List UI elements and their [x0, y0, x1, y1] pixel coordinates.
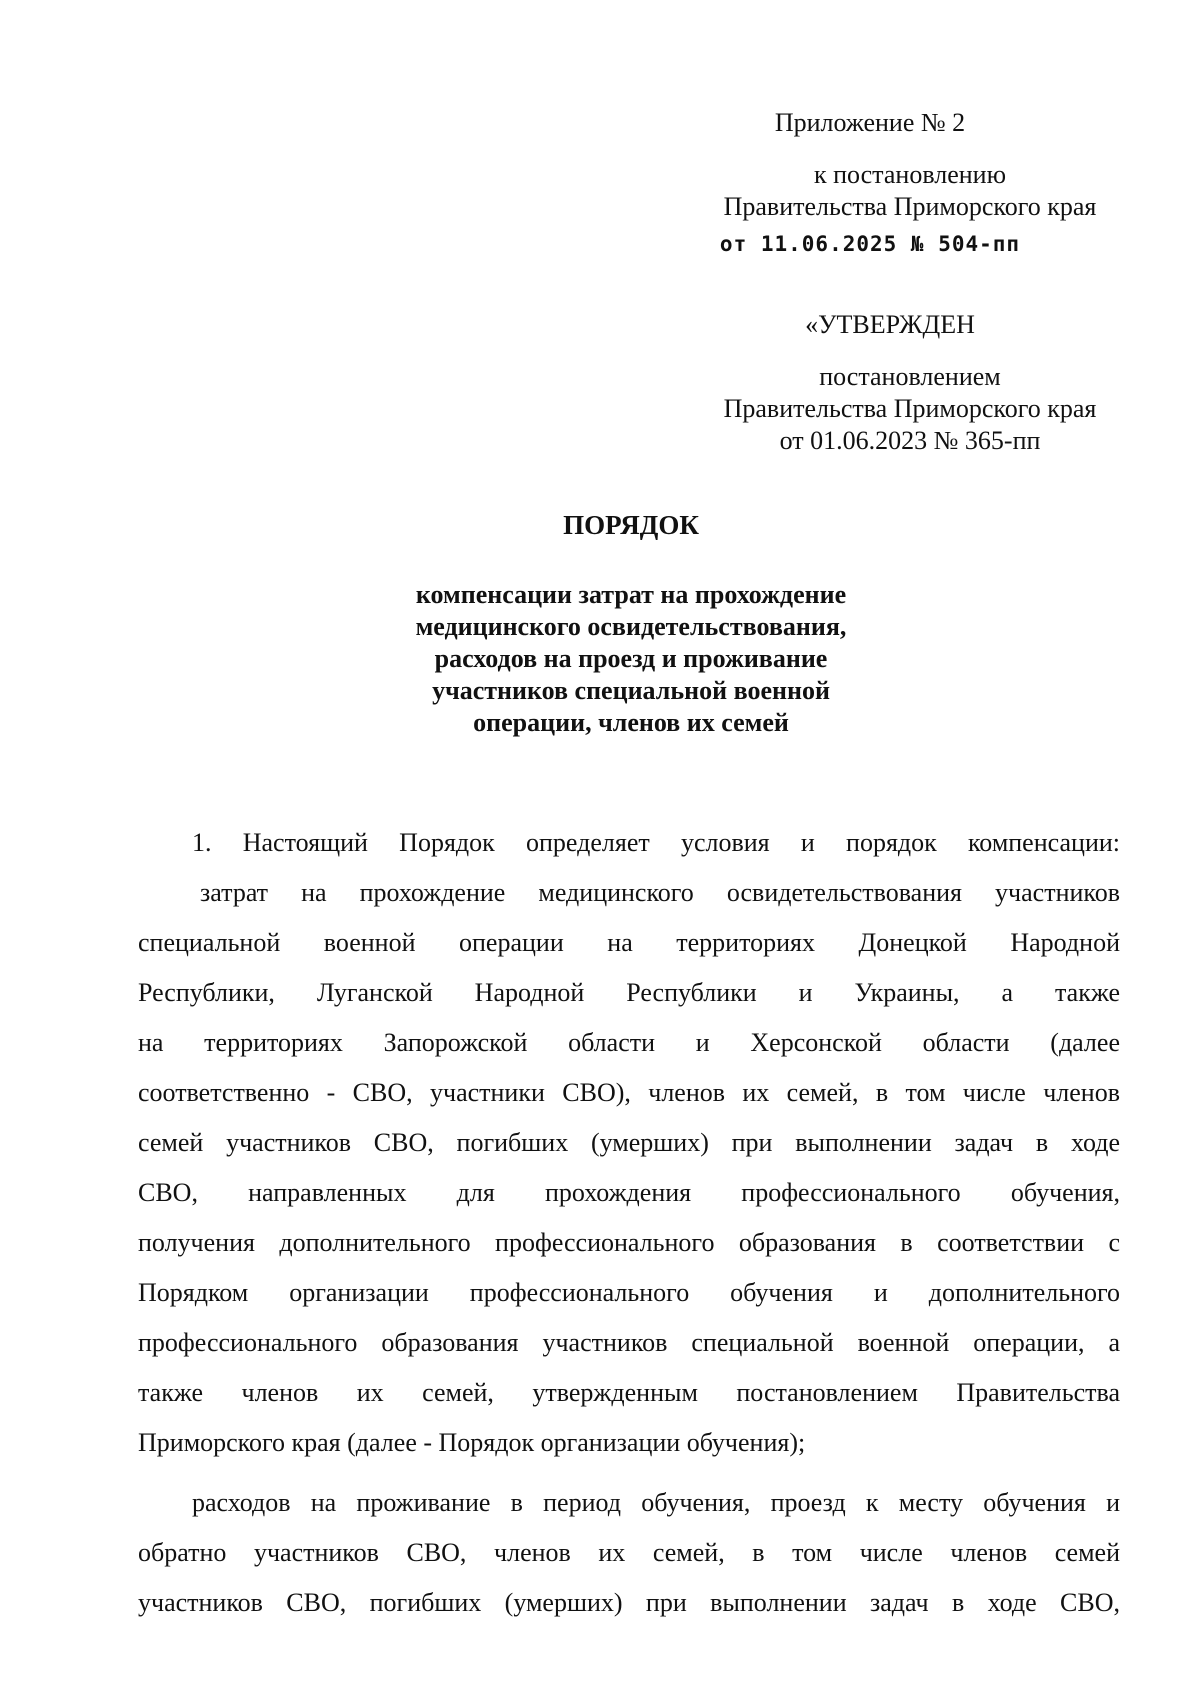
body-line: СВО, направленных для прохождения профессионального обучения,: [138, 1178, 1120, 1207]
body-line: на территориях Запорожской области и Херсонской области (далее: [138, 1028, 1120, 1057]
appendix-date-stamp: от 11.06.2025 № 504-пп: [719, 232, 1021, 256]
body-line: 1. Настоящий Порядок определяет условия и порядок компенсации:: [192, 828, 1120, 857]
body-line: Республики, Луганской Народной Республики и Украины, а также: [138, 978, 1120, 1007]
subheading-line: расходов на проезд и проживание: [434, 644, 828, 673]
body-line: профессионального образования участников специальной военной операции, а: [138, 1328, 1120, 1357]
body-line: специальной военной операции на территориях Донецкой Народной: [138, 928, 1120, 957]
approval-line-2: Правительства Приморского края: [723, 394, 1097, 423]
approval-line-3: от 01.06.2023 № 365-пп: [779, 426, 1041, 455]
appendix-line-1: к постановлению: [813, 160, 1007, 189]
body-line: Приморского края (далее - Порядок организации обучения);: [138, 1428, 806, 1457]
body-line: расходов на проживание в период обучения, проезд к месту обучения и: [192, 1488, 1120, 1517]
body-line: семей участников СВО, погибших (умерших) при выполнении задач в ходе: [138, 1128, 1120, 1157]
document-heading: ПОРЯДОК: [563, 510, 699, 540]
subheading-line: компенсации затрат на прохождение: [415, 580, 847, 609]
body-line: участников СВО, погибших (умерших) при выполнении задач в ходе СВО,: [138, 1588, 1120, 1617]
subheading-line: медицинского освидетельствования,: [415, 612, 847, 641]
appendix-title: Приложение № 2: [774, 108, 966, 137]
subheading-line: участников специальной военной: [432, 676, 830, 705]
body-line: затрат на прохождение медицинского освидетельствования участников: [200, 878, 1120, 907]
approval-title: «УТВЕРЖДЕН: [805, 310, 975, 339]
body-line: обратно участников СВО, членов их семей, в том числе членов семей: [138, 1538, 1120, 1567]
body-line: Порядком организации профессионального обучения и дополнительного: [138, 1278, 1120, 1307]
approval-line-1: постановлением: [819, 362, 1001, 391]
appendix-line-2: Правительства Приморского края: [723, 192, 1097, 221]
body-line: получения дополнительного профессионального образования в соответствии с: [138, 1228, 1120, 1257]
body-line: соответственно - СВО, участники СВО), членов их семей, в том числе членов: [138, 1078, 1120, 1107]
body-line: также членов их семей, утвержденным постановлением Правительства: [138, 1378, 1120, 1407]
subheading-line: операции, членов их семей: [473, 708, 789, 737]
